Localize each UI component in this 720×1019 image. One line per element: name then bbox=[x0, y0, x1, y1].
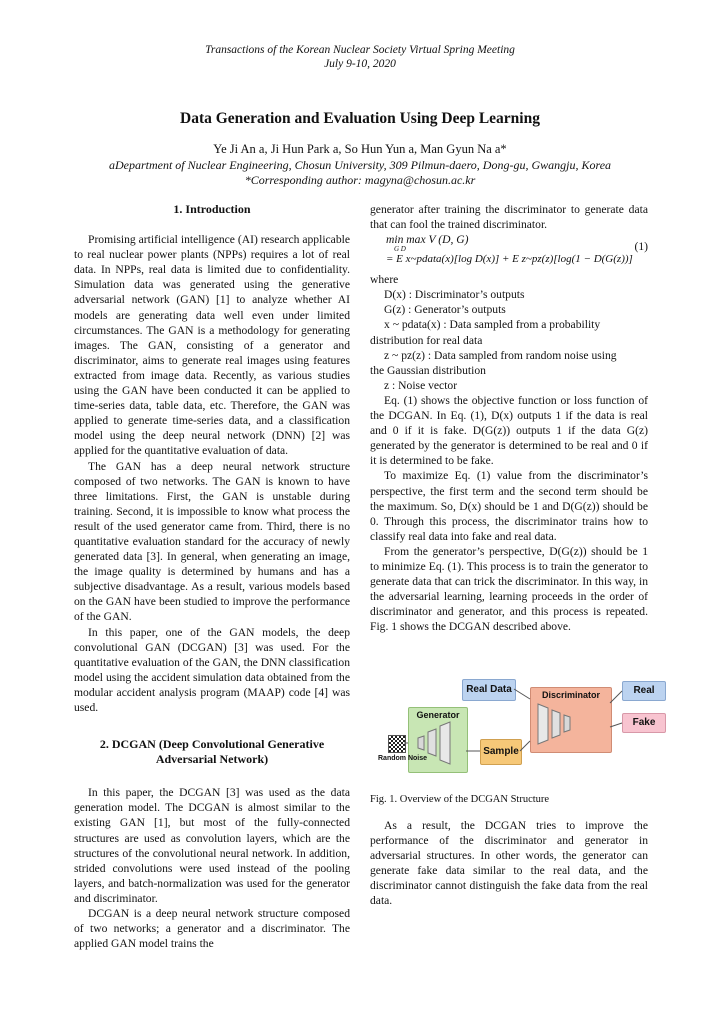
paper-title: Data Generation and Evaluation Using Deep Learning bbox=[180, 110, 540, 127]
right-column-bottom bbox=[370, 818, 648, 909]
discriminator-label: Discriminator bbox=[541, 690, 601, 700]
real-data-box: Real Data bbox=[462, 679, 516, 701]
corresponding-author: *Corresponding author: magyna@chosun.ac.kr bbox=[244, 173, 476, 187]
equation-subscripts: G D bbox=[394, 245, 406, 254]
paragraph: In this paper, one of the GAN models, the deep convolutional GAN (DCGAN) [3] was used. For the quantitative evaluation of the GAN, the DNN classification model using the accident simulation data obtained from the modular accident analysis program (MAAP) code [4] was used. bbox=[74, 625, 350, 714]
definition: x ~ pdata(x) : Data sampled from a probability bbox=[384, 318, 601, 332]
paragraph: The GAN has a deep neural network structure composed of two networks. The GAN is known to have three limitations. First, the GAN is unstable during training. Second, it is impossible to know what process the result of the used generator came from. Third, there is no quantitative evaluation standard for the accuracy of newly generated data [3]. In general, when generating an image, the image quality is determined by humans and has a subjective disadvantage. As a result, various models based on the GAN have been studied to improve the performance of the GAN. bbox=[74, 459, 350, 624]
right-column bbox=[370, 202, 648, 634]
real-output-box: Real bbox=[622, 681, 666, 701]
paragraph: From the generator’s perspective, D(G(z)) should be 1 to minimize Eq. (1). This process is to train the generator to generate data that can trick the discriminator. In this way, in the adversarial learning, learning proceeds in the order of discriminator and generator, and this process is repeated. Fig. 1 shows the DCGAN described above. bbox=[370, 544, 648, 634]
sample-box: Sample bbox=[480, 739, 522, 765]
paragraph: DCGAN is a deep neural network structure composed of two networks; a generator and a discriminator. The applied GAN model trains the bbox=[74, 907, 350, 951]
paragraph: Eq. (1) shows the objective function or loss function of the DCGAN. In Eq. (1), D(x) outputs 1 if the data is real and 0 if it is fake. D(G(z)) outputs 1 if the data G(z) generated by the generator is determined to be real and 0 if it is determined to be fake. bbox=[370, 393, 648, 468]
figure-arrows bbox=[378, 679, 678, 779]
dcgan-figure bbox=[378, 679, 678, 779]
paragraph: generator after training the discriminator to generate data that can fool the trained discriminator. bbox=[370, 203, 648, 232]
affiliation: aDepartment of Nuclear Engineering, Chosun University, 309 Pilmun-daero, Dong-gu, Gwangju, Korea bbox=[108, 158, 612, 172]
fake-output-box: Fake bbox=[622, 713, 666, 733]
where-label: where bbox=[370, 273, 399, 287]
paragraph: In this paper, the DCGAN [3] was used as the data generation model. The DCGAN is almost similar to the existing GAN [1], but most of the fully-connected structures are used as convolution layers, which are the structures of the convolutional neural network. In addition, strided convolutions were used instead of the pooling layers, and batch-normalization was used for the generator and discriminator. bbox=[74, 786, 350, 905]
equation-line-2: = E x~pdata(x)[log D(x)] + E z~pz(z)[log(1 − D(G(z))] bbox=[386, 253, 633, 266]
definition: z ~ pz(z) : Data sampled from random noise using bbox=[384, 348, 617, 362]
definition: G(z) : Generator’s outputs bbox=[384, 303, 506, 317]
paragraph: To maximize Eq. (1) value from the discriminator’s perspective, the first term and the second term should be the maximum. So, D(x) should be 1 and D(G(z)) should be 0. Through this process, the discriminator trains how to classify real data into fake and real data. bbox=[370, 469, 648, 543]
definition: z : Noise vector bbox=[384, 378, 458, 392]
left-column bbox=[74, 202, 350, 951]
section-heading: 2. DCGAN (Deep Convolutional Generative bbox=[99, 737, 325, 752]
figure-caption: Fig. 1. Overview of the DCGAN Structure bbox=[370, 794, 550, 805]
generator-label: Generator bbox=[416, 710, 460, 720]
definition-cont: distribution for real data bbox=[370, 333, 483, 347]
paragraph: Promising artificial intelligence (AI) research applicable to real nuclear power plants (NPPs) requires a lot of real data. In NPPs, real data is limited due to confidentiality. Simulation data was generated using the generative adversarial network (GAN) [1] to analyze whether AI models are generating data well even under limited circumstances. The GAN is a methodology for generating images. The GAN, consisting of a generator and discriminator, aims to generate real images using features extracted from image data. Recently, as various studies using the GAN have been conducted it can be applied to time-series data, table data, etc. Therefore, the GAN was applied to generate time-series data, and a classification model using the deep neural network (DNN) [2] was applied for the quantitative evaluation of data. bbox=[74, 233, 350, 458]
conference-header: Transactions of the Korean Nuclear Society Virtual Spring Meeting bbox=[205, 44, 515, 56]
equation-line-1: min max V (D, G) bbox=[386, 233, 469, 247]
conference-date: July 9-10, 2020 bbox=[324, 58, 396, 70]
equation-1 bbox=[370, 232, 648, 272]
random-noise-label: Random Noise bbox=[378, 755, 428, 762]
definition: D(x) : Discriminator’s outputs bbox=[384, 288, 525, 302]
author-list: Ye Ji An a, Ji Hun Park a, So Hun Yun a, Man Gyun Na a* bbox=[213, 142, 507, 156]
paragraph: As a result, the DCGAN tries to improve the performance of the discriminator and generator in adversarial structures. In other words, the generator can generate fake data similar to the real data, and the discriminator cannot distinguish the fake data from the real data. bbox=[370, 819, 648, 908]
section-heading: Adversarial Network) bbox=[155, 752, 269, 767]
section-heading: 1. Introduction bbox=[173, 202, 251, 216]
definition-cont: the Gaussian distribution bbox=[370, 363, 486, 377]
equation-number: (1) bbox=[634, 240, 648, 254]
